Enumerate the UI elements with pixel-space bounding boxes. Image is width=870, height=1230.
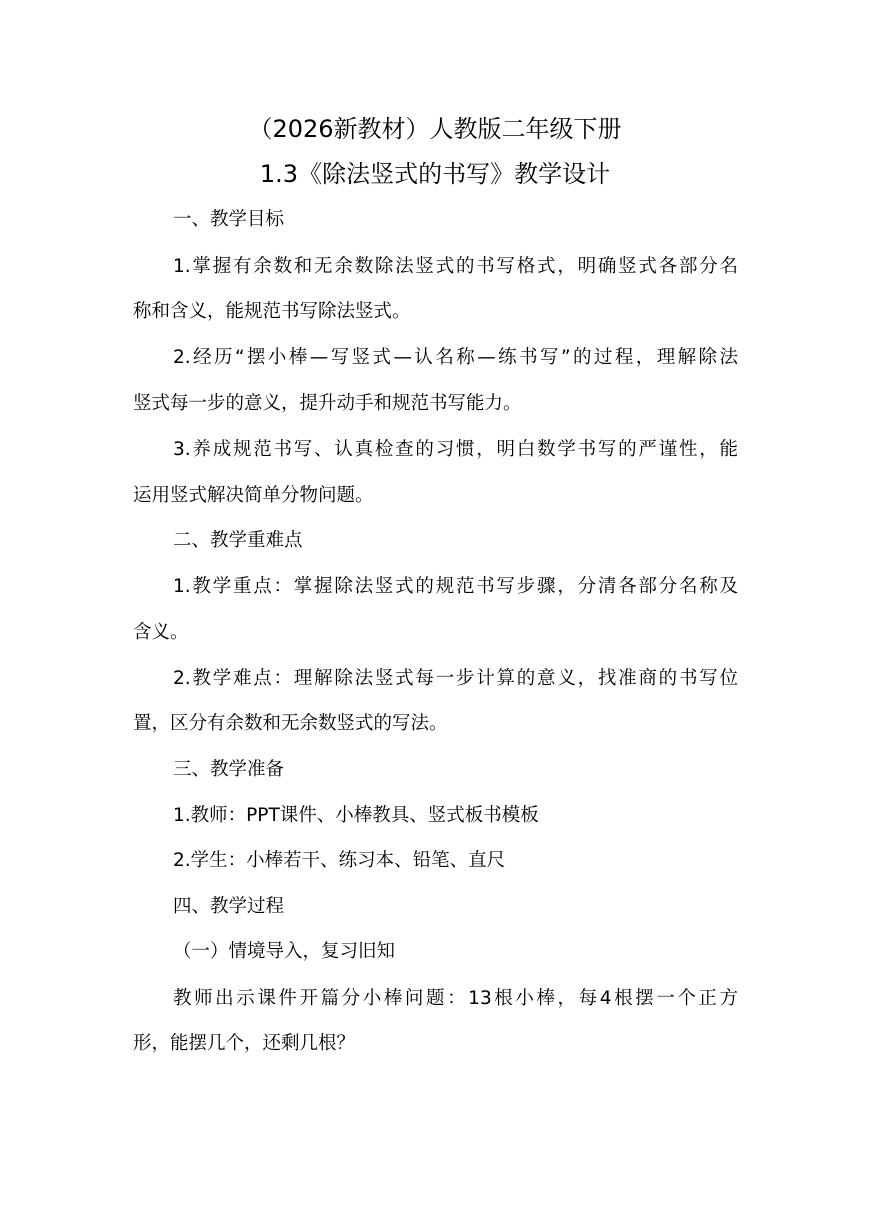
paragraph-line: 1.教师：PPT课件、小棒教具、竖式板书模板 <box>173 805 539 826</box>
section-heading-key-points: 二、教学重难点 <box>173 530 303 551</box>
section-heading-preparation: 三、教学准备 <box>173 759 285 780</box>
paragraph-line: 2.学生：小棒若干、练习本、铅笔、直尺 <box>173 850 506 871</box>
document-title-line-1: （2026新教材）人教版二年级下册 <box>248 115 622 143</box>
paragraph-line: 1.掌握有余数和无余数除法竖式的书写格式，明确竖式各部分名 <box>173 256 738 277</box>
paragraph-line: 2.教学难点：理解除法竖式每一步计算的意义，找准商的书写位 <box>173 668 738 689</box>
paragraph-line: 称和含义，能规范书写除法竖式。 <box>133 301 411 322</box>
document-title-line-2: 1.3《除法竖式的书写》教学设计 <box>259 160 611 188</box>
section-heading-objectives: 一、教学目标 <box>173 209 285 230</box>
paragraph-line: 3.养成规范书写、认真检查的习惯，明白数学书写的严谨性，能 <box>173 439 738 460</box>
paragraph-line: 运用竖式解决简单分物问题。 <box>133 485 374 506</box>
paragraph-line: 2.经历“摆小棒—写竖式—认名称—练书写”的过程，理解除法 <box>173 347 738 368</box>
paragraph-line: 教师出示课件开篇分小棒问题：13根小棒，每4根摆一个正方 <box>173 988 738 1009</box>
subsection-heading: （一）情境导入，复习旧知 <box>173 941 396 962</box>
paragraph-line: 形，能摆几个，还剩几根？ <box>133 1033 356 1054</box>
section-heading-process: 四、教学过程 <box>173 896 285 917</box>
paragraph-line: 含义。 <box>133 622 189 643</box>
paragraph-line: 置，区分有余数和无余数竖式的写法。 <box>133 713 448 734</box>
paragraph-line: 竖式每一步的意义，提升动手和规范书写能力。 <box>133 393 522 414</box>
paragraph-line: 1.教学重点：掌握除法竖式的规范书写步骤，分清各部分名称及 <box>173 576 738 597</box>
